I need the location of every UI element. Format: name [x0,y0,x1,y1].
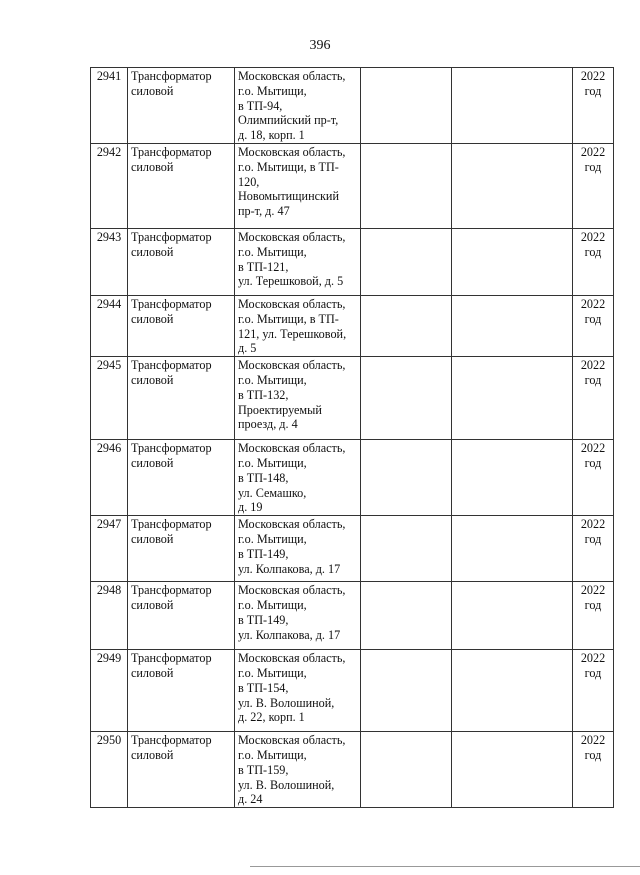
row-number: 2945 [91,357,128,440]
year: 2022 год [573,143,614,228]
table-row [91,68,614,144]
empty-cell [361,732,452,808]
empty-cell [361,228,452,295]
empty-cell [361,68,452,144]
row-number: 2946 [91,440,128,516]
equipment-name: Трансформатор силовой [128,440,235,516]
year: 2022 год [573,582,614,650]
table-row [91,516,614,582]
year: 2022 год [573,295,614,356]
footer-rule [250,866,640,867]
address: Московская область, г.о. Мытищи, в ТП-132, Проектируемый проезд, д. 4 [235,357,361,440]
empty-cell [361,582,452,650]
address: Московская область, г.о. Мытищи, в ТП-149, ул. Колпакова, д. 17 [235,516,361,582]
year: 2022 год [573,68,614,144]
empty-cell [452,295,573,356]
row-number: 2950 [91,732,128,808]
year: 2022 год [573,357,614,440]
row-number: 2944 [91,295,128,356]
equipment-name: Трансформатор силовой [128,732,235,808]
empty-cell [361,440,452,516]
table-row [91,295,614,356]
year: 2022 год [573,516,614,582]
equipment-name: Трансформатор силовой [128,516,235,582]
year: 2022 год [573,228,614,295]
year: 2022 год [573,650,614,732]
empty-cell [361,143,452,228]
empty-cell [361,295,452,356]
empty-cell [452,516,573,582]
table-row [91,440,614,516]
empty-cell [452,228,573,295]
row-number: 2942 [91,143,128,228]
empty-cell [361,516,452,582]
table-row [91,228,614,295]
empty-cell [452,582,573,650]
table-row [91,143,614,228]
empty-cell [452,68,573,144]
empty-cell [452,650,573,732]
equipment-name: Трансформатор силовой [128,228,235,295]
table-row [91,732,614,808]
row-number: 2943 [91,228,128,295]
row-number: 2948 [91,582,128,650]
equipment-name: Трансформатор силовой [128,650,235,732]
table-row [91,582,614,650]
address: Московская область, г.о. Мытищи, в ТП-149, ул. Колпакова, д. 17 [235,582,361,650]
equipment-name: Трансформатор силовой [128,68,235,144]
page-number: 396 [309,38,331,53]
row-number: 2949 [91,650,128,732]
address: Московская область, г.о. Мытищи, в ТП-148, ул. Семашко, д. 19 [235,440,361,516]
table-row [91,650,614,732]
empty-cell [452,357,573,440]
empty-cell [361,357,452,440]
year: 2022 год [573,440,614,516]
asset-table [90,67,614,808]
address: Московская область, г.о. Мытищи, в ТП-154, ул. В. Волошиной, д. 22, корп. 1 [235,650,361,732]
row-number: 2941 [91,68,128,144]
row-number: 2947 [91,516,128,582]
address: Московская область, г.о. Мытищи, в ТП- 121, ул. Терешковой, д. 5 [235,295,361,356]
empty-cell [452,732,573,808]
empty-cell [452,440,573,516]
address: Московская область, г.о. Мытищи, в ТП- 120, Новомытищинский пр-т, д. 47 [235,143,361,228]
equipment-name: Трансформатор силовой [128,143,235,228]
equipment-name: Трансформатор силовой [128,582,235,650]
equipment-name: Трансформатор силовой [128,357,235,440]
equipment-name: Трансформатор силовой [128,295,235,356]
empty-cell [452,143,573,228]
year: 2022 год [573,732,614,808]
address: Московская область, г.о. Мытищи, в ТП-94, Олимпийский пр-т, д. 18, корп. 1 [235,68,361,144]
address: Московская область, г.о. Мытищи, в ТП-121, ул. Терешковой, д. 5 [235,228,361,295]
empty-cell [361,650,452,732]
address: Московская область, г.о. Мытищи, в ТП-159, ул. В. Волошиной, д. 24 [235,732,361,808]
table-row [91,357,614,440]
